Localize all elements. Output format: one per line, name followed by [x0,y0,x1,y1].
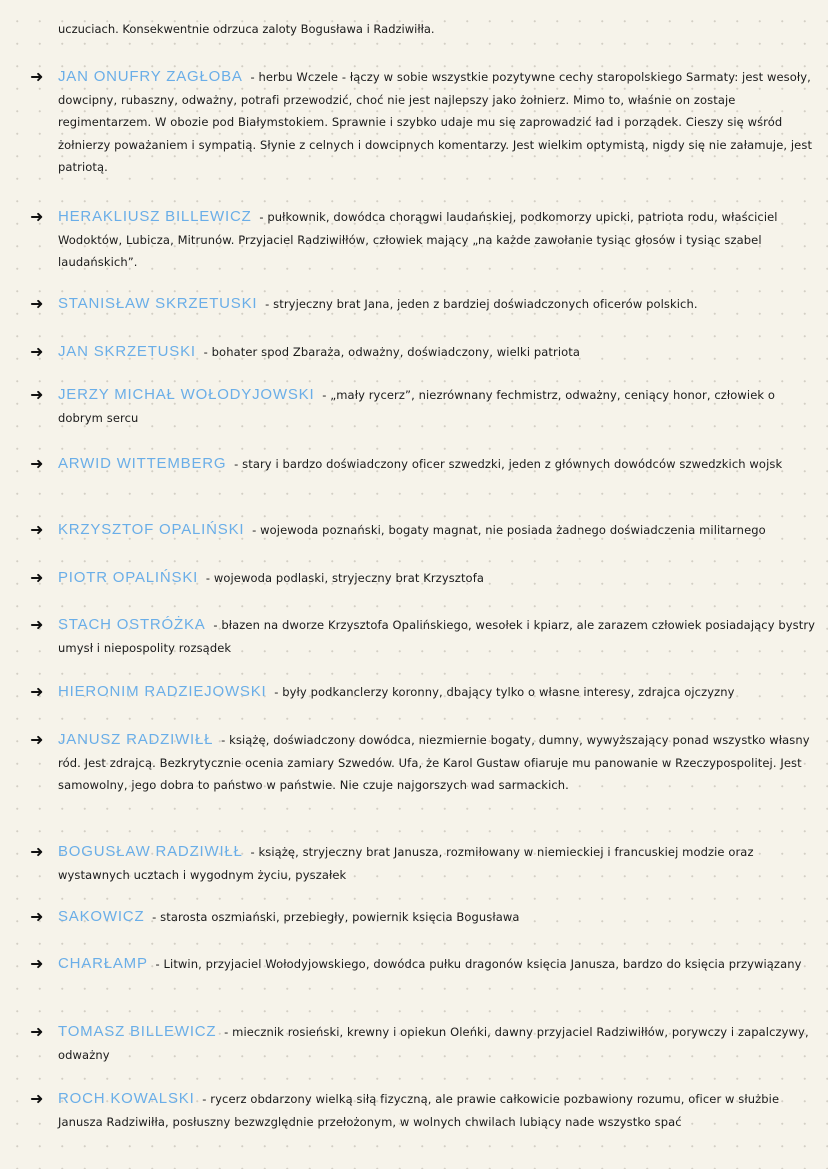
entry-body [58,567,820,590]
entry-body [58,953,820,976]
character-name: PIOTR OPALIŃSKI [58,569,199,586]
character-name: TOMASZ BILLEWICZ [58,1023,217,1040]
character-entry [30,293,820,316]
character-name: BOGUSŁAW RADZIWIŁŁ [58,843,243,860]
entry-body [58,293,820,316]
entry-body [58,1088,820,1133]
arrow-icon: ➜ [30,520,44,539]
arrow-icon: ➜ [30,730,44,749]
arrow-icon: ➜ [30,954,44,973]
character-entry [30,519,820,542]
character-entry [30,953,820,976]
character-name: ARWID WITTEMBERG [58,455,227,472]
character-entry [30,206,820,274]
character-entry [30,384,820,429]
character-description: - miecznik rosieński, krewny i opiekun Oleńki, dawny przyjaciel Radziwiłłów, porywczy i zapalczywy, odważny [58,1025,809,1062]
character-name: JAN SKRZETUSKI [58,343,196,360]
character-description: - były podkanclerzy koronny, dbający tylko o własne interesy, zdrajca ojczyzny [274,685,735,699]
character-entry [30,341,820,364]
entry-body [58,681,820,704]
arrow-icon: ➜ [30,568,44,587]
character-name: CHARŁAMP [58,955,148,972]
entry-body [58,453,820,476]
entry-body [58,1021,820,1066]
arrow-icon: ➜ [30,67,44,86]
character-description: - pułkownik, dowódca chorągwi laudańskiej, podkomorzy upicki, patriota rodu, właściciel Wodoktów, Lubicza, Mitrunów. Przyjaciel Radziwiłłów, człowiek mający „na każde zawołanie tysiąc głosów i tysiąc szabel laudańskich”. [58,210,778,269]
entry-body [58,729,820,797]
character-entry [30,906,820,929]
character-description: - stary i bardzo doświadczony oficer szwedzki, jeden z głównych dowódców szwedzkich wojsk [234,457,783,471]
character-entry [30,66,820,179]
character-name: KRZYSZTOF OPALIŃSKI [58,521,245,538]
entry-body [58,614,820,659]
character-description: - stryjeczny brat Jana, jeden z bardziej doświadczonych oficerów polskich. [265,297,698,311]
arrow-icon: ➜ [30,907,44,926]
character-description: - rycerz obdarzony wielką siłą fizyczną, ale prawie całkowicie pozbawiony rozumu, oficer w służbie Janusza Radziwiłła, posłuszny bezwzględnie przełożonym, w wolnych chwilach lubiący nade wszystko spać [58,1092,780,1129]
arrow-icon: ➜ [30,842,44,861]
character-name: HERAKLIUSZ BILLEWICZ [58,208,252,225]
character-description: - herbu Wczele - łączy w sobie wszystkie pozytywne cechy staropolskiego Sarmaty: jest wesoły, dowcipny, rubaszny, odważny, potrafi przewodzić, choć nie jest najlepszy jako żołnierz. Mimo to, właśnie on zostaje regimentarzem. W obozie pod Białymstokiem. Sprawnie i szybko udaje mu się zaprowadzić ład i porządek. Cieszy się wśród żołnierzy poważaniem i sympatią. Słynie z celnych i dowcipnych komentarzy. Jest wielkim optymistą, nigdy się nie załamuje, jest patriotą. [58,70,813,174]
entry-body [58,906,820,929]
character-description: - książę, doświadczony dowódca, niezmiernie bogaty, dumny, wywyższający ponad wszystko własny ród. Jest zdrajcą. Bezkrytycznie ocenia zamiary Szwedów. Ufa, że Karol Gustaw ofiaruje mu panowanie w Rzeczypospolitej. Jest samowolny, jego dobra to państwo w państwie. Nie czuje najgorszych wad sarmackich. [58,733,810,792]
entry-body [58,341,820,364]
character-description: - „mały rycerz”, niezrównany fechmistrz, odważny, ceniący honor, człowiek o dobrym sercu [58,388,776,425]
entry-body [58,519,820,542]
character-entry [30,1088,820,1133]
character-description: - wojewoda poznański, bogaty magnat, nie posiada żadnego doświadczenia militarnego [252,523,766,537]
arrow-icon: ➜ [30,682,44,701]
character-entry [30,1021,820,1066]
character-name: ROCH KOWALSKI [58,1090,195,1107]
character-entry [30,729,820,797]
character-name: HIERONIM RADZIEJOWSKI [58,683,267,700]
arrow-icon: ➜ [30,294,44,313]
entry-body [58,384,820,429]
character-name: SAKOWICZ [58,908,145,925]
character-description: - starosta oszmiański, przebiegły, powiernik księcia Bogusława [152,910,520,924]
character-name: STACH OSTRÓŻKA [58,616,206,633]
character-description: - bohater spod Zbaraża, odważny, doświadczony, wielki patriota [203,345,581,359]
character-entry [30,453,820,476]
character-name: JAN ONUFRY ZAGŁOBA [58,68,243,85]
arrow-icon: ➜ [30,1089,44,1108]
entry-body [58,66,820,179]
entry-body [58,206,820,274]
character-description: - książę, stryjeczny brat Janusza, rozmiłowany w niemieckiej i francuskiej modzie oraz wystawnych ucztach i wygodnym życiu, pyszałek [58,845,754,882]
arrow-icon: ➜ [30,615,44,634]
character-entry [30,567,820,590]
character-description: - błazen na dworze Krzysztofa Opalińskiego, wesołek i kpiarz, ale zarazem człowiek posiadający bystry umysł i niepospolity rozsądek [58,618,816,655]
character-entry [30,841,820,886]
character-name: JANUSZ RADZIWIŁŁ [58,731,214,748]
arrow-icon: ➜ [30,342,44,361]
arrow-icon: ➜ [30,385,44,404]
arrow-icon: ➜ [30,454,44,473]
continuation-text: uczuciach. Konsekwentnie odrzuca zaloty Bogusława i Radziwiłła. [58,22,435,36]
character-entry [30,681,820,704]
arrow-icon: ➜ [30,207,44,226]
character-name: JERZY MICHAŁ WOŁODYJOWSKI [58,386,315,403]
entry-body [58,841,820,886]
character-description: - Litwin, przyjaciel Wołodyjowskiego, dowódca pułku dragonów księcia Janusza, bardzo do księcia przywiązany [155,957,802,971]
arrow-icon: ➜ [30,1022,44,1041]
character-entry [30,614,820,659]
character-description: - wojewoda podlaski, stryjeczny brat Krzysztofa [205,571,484,585]
character-name: STANISŁAW SKRZETUSKI [58,295,258,312]
